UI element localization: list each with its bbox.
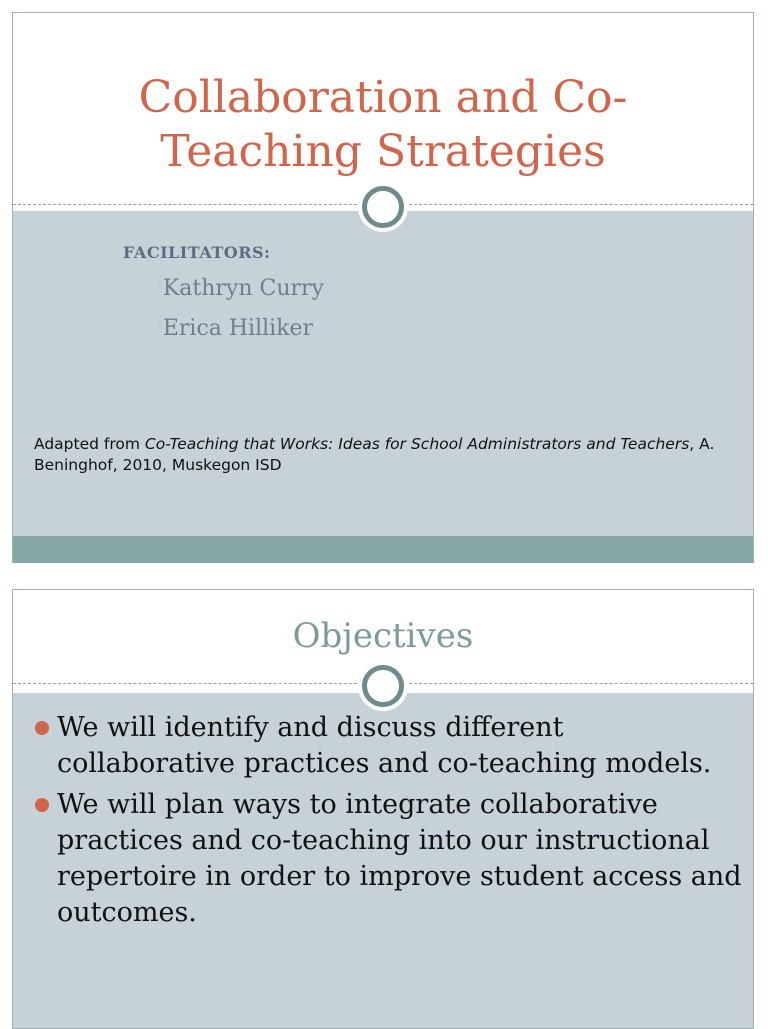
slide-title: Objectives (292, 616, 474, 656)
objectives-slide (12, 589, 754, 1029)
citation-prefix: Adapted from (34, 435, 145, 453)
ring-ornament-icon (362, 665, 404, 707)
citation-book-title: Co-Teaching that Works: Ideas for School Administrators and Teachers (144, 435, 690, 453)
facilitator-name: Kathryn Curry (162, 276, 324, 301)
facilitators-label: FACILITATORS: (123, 243, 271, 262)
facilitator-name: Erica Hilliker (162, 316, 314, 341)
bullet-circle-icon (35, 721, 49, 735)
objective-item (33, 787, 743, 931)
slide-title-line-1: Collaboration and Co- (138, 72, 628, 123)
facilitator-list (158, 266, 324, 346)
ring-ornament-icon (362, 186, 404, 228)
source-citation (34, 434, 734, 476)
objective-item (33, 710, 743, 782)
objective-text: We will identify and discuss different collaborative practices and co-teaching models. (57, 712, 712, 779)
bullet-circle-icon (35, 798, 49, 812)
title-area (13, 13, 753, 206)
objectives-list (33, 710, 743, 936)
footer-band (13, 536, 753, 563)
slide-title (13, 71, 753, 179)
objective-text: We will plan ways to integrate collaborative practices and co-teaching into our instructional repertoire in order to improve student access and outcomes. (57, 789, 742, 928)
citation-suffix: , A. Beninghof, 2010, Muskegon ISD (34, 435, 715, 474)
title-slide (12, 12, 754, 563)
slide-title-line-2: Teaching Strategies (160, 126, 606, 177)
facilitator-item (158, 266, 324, 306)
facilitator-item (158, 306, 324, 346)
bullet-dot-icon: · (158, 316, 162, 330)
bullet-dot-icon: · (158, 276, 162, 290)
